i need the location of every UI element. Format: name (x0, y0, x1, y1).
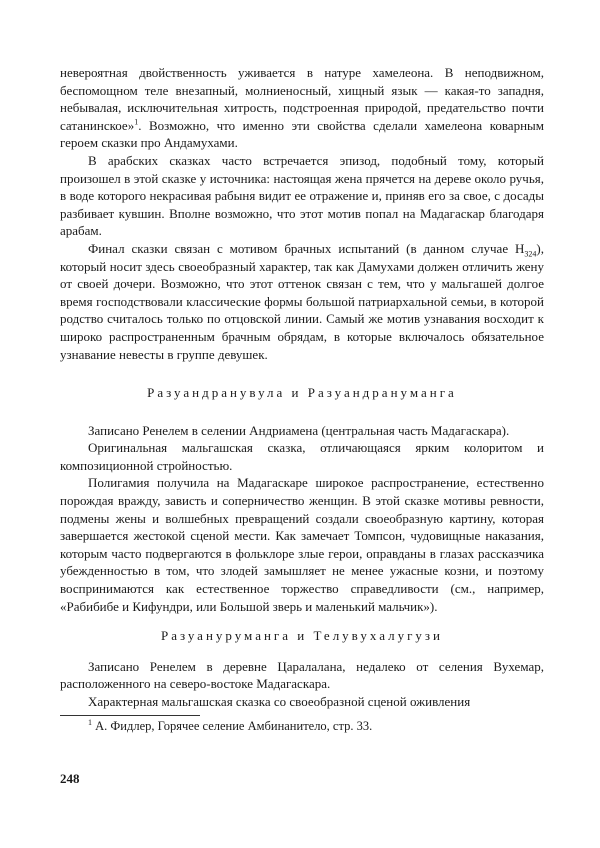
paragraph: В арабских сказках часто встречается эпизод, подобный тому, который произошел в этой сказке у источника: настоящая жена прячется на дереве около ручья, в воде которого некрасивая рабыня видит ее отражение и, приняв его за свое, с досады разбивает кувшин. Вполне возможно, что этот мотив попал на Мадагаскар благодаря арабам. (60, 152, 544, 239)
motif-index: 324 (524, 249, 537, 259)
paragraph: Полигамия получила на Мадагаскаре широкое распространение, естественно порождая вражду, зависть и соперничество женщин. В этой сказке мотивы ревности, подмены жены и волшебных превращений создали своеобразную картину, которая завершается жестокой сценой мести. Как замечает Томпсон, чудовищные наказания, которым часто подвергаются в фольклоре злые герои, оправданы в глазах рассказчика убежденностью в том, что злодей замышляет не менее ужасные козни, и поэтому воспринимаются как естественное торжество справедливости (см., например, «Рабибибе и Кифундри, или Большой зверь и маленький мальчик»). (60, 475, 544, 614)
page-number: 248 (60, 771, 80, 786)
paragraph: Характерная мальгашская сказка со своеобразной сценой оживления (88, 694, 471, 709)
footnote-mark: 1 (88, 717, 92, 727)
section-heading: Разуануруманга и Телувухалугузи (160, 628, 444, 644)
paragraph: Записано Ренелем в селении Андриамена (центральная часть Мадагаскара). (88, 422, 510, 438)
section-heading: Разуандранувула и Разуандрануманга (147, 385, 457, 401)
paragraph: невероятная двойственность уживается в натуре хамелеона. В неподвижном, беспомощном теле внезапный, молниеносный, хищный язык — какая-то западня, небывалая, исключительная хитрость, подстроенная природой, предательство почти сатанинское»$^1$. Возможно, что именно эти свойства сделали хамелеона коварным героем сказки про Андамухами. (60, 65, 544, 151)
footnote-divider (60, 715, 200, 716)
page-body (60, 64, 544, 735)
paragraph: Оригинальная мальгашская сказка, отличающаяся ярким колоритом и композиционной стройностью. (60, 440, 544, 473)
footnote-text: А. Фидлер, Горячее селение Амбинанителo, стр. 33. (95, 718, 373, 733)
footnote (60, 718, 544, 736)
footnote-reference[interactable]: 1 (134, 117, 139, 127)
paragraph: Финал сказки связан с мотивом брачных испытаний (в данном случае $Н_{324}$), который носит здесь своеобразный характер, так как Дамухами должен отличить жену от своей дочери. Возможно, что этот оттенок связан с тем, что у мальгашей долгое время господствовали классические формы большой патриархальной семьи, в которой родство считалось только по отцовской линии. Самый же мотив узнавания восходит к широко распространенным брачным обрядам, в которые включалось обязательное узнавание невесты в группе девушек. (60, 240, 544, 362)
paragraph: Записано Ренелем в деревне Царалалана, недалеко от селения Вухемар, расположенного на северо-востоке Мадагаскара. (60, 658, 544, 692)
